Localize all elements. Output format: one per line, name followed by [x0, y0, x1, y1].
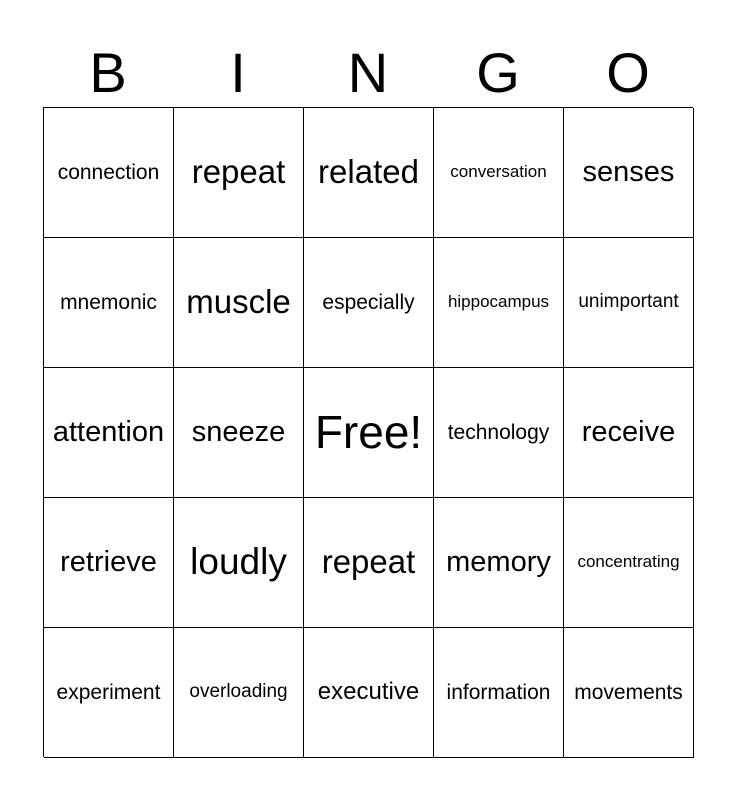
bingo-cell: muscle [174, 238, 304, 368]
bingo-cell: especially [304, 238, 434, 368]
bingo-cell: related [304, 108, 434, 238]
bingo-cell: repeat [304, 498, 434, 628]
bingo-cell: retrieve [44, 498, 174, 628]
bingo-cell: mnemonic [44, 238, 174, 368]
bingo-cell: attention [44, 368, 174, 498]
bingo-cell: connection [44, 108, 174, 238]
bingo-cell: movements [564, 628, 694, 758]
header-letter-o: O [606, 41, 650, 104]
bingo-cell: conversation [434, 108, 564, 238]
header-letter-b: B [89, 41, 127, 104]
bingo-cell: unimportant [564, 238, 694, 368]
bingo-cell: memory [434, 498, 564, 628]
bingo-cell: experiment [44, 628, 174, 758]
bingo-cell: sneeze [174, 368, 304, 498]
bingo-cell: loudly [174, 498, 304, 628]
bingo-cell: hippocampus [434, 238, 564, 368]
bingo-cell: senses [564, 108, 694, 238]
header-letter-n: N [347, 41, 389, 104]
bingo-cell: concentrating [564, 498, 694, 628]
free-space-cell: Free! [304, 368, 434, 498]
bingo-cell: executive [304, 628, 434, 758]
bingo-board [43, 107, 693, 757]
bingo-cell: repeat [174, 108, 304, 238]
bingo-cell: information [434, 628, 564, 758]
header-letter-g: G [476, 41, 520, 104]
header-letter-i: I [230, 41, 246, 104]
bingo-cell: technology [434, 368, 564, 498]
bingo-cell: receive [564, 368, 694, 498]
bingo-header [43, 40, 693, 106]
bingo-cell: overloading [174, 628, 304, 758]
